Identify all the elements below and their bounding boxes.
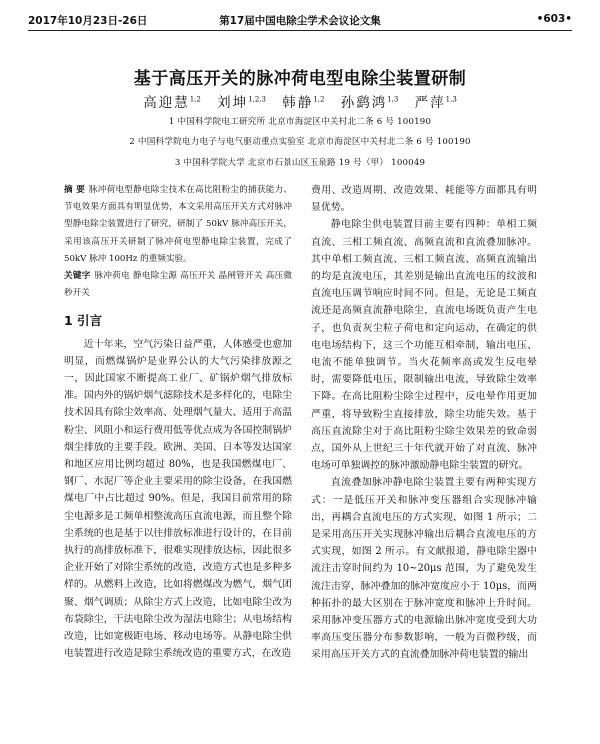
- author-affiliation-marks: 1,2,3: [248, 95, 266, 104]
- section-heading-introduction: 1 引言: [64, 313, 103, 329]
- author: [217, 95, 266, 111]
- author: [282, 95, 324, 111]
- affiliation-2: 2 中国科学院电力电子与电气驱动重点实验室 北京市海淀区中关村北二条 6 号 100190: [129, 137, 471, 147]
- body-paragraph: 直流叠加脉冲静电除尘装置主要有两种实现方式：一是低压开关和脉冲变压器组合实现脉冲输出，再耦合直流电压的方式实现，如图 1 所示；二是采用高压开关实现脉冲输出后耦合直流电压的方式实现，如图 2 所示。有文献报道，静电除尘器中流注击穿时间约为 10~20μs 范围，为了避免发生流注击穿，脉冲叠加的脉冲宽度应小于 10μs，而两种拓扑的最大区别在于脉冲宽度和脉冲上升时间。采用脉冲变压器方式的电源输出脉冲宽度受到大功率高压变压器分布参数影响，一般为百微秒级，而采用高压开关方式的直流叠加脉冲荷电装置的输出: [311, 477, 537, 661]
- header-page-number: •603•: [536, 13, 572, 25]
- abstract-text: 脉冲荷电型静电除尘技术在高比阻粉尘的捕获能力、节电效果方面具有明显优势，本文采用高压开关方式对脉冲型静电除尘装置进行了研究，研制了 50kV 脉冲高压开关，采用该高压开关研制了脉冲荷电型静电除尘装置，完成了 50kV 脉冲 100Hz 的重频实验。: [64, 185, 292, 264]
- affiliation-3: 3 中国科学院大学 北京市石景山区玉泉路 19 号（甲） 100049: [174, 158, 426, 168]
- header-date: 2017年10月23日-26日: [28, 15, 148, 27]
- keywords-text: 脉冲荷电 静电除尘源 高压开关 晶闸管开关 高压微秒开关: [64, 271, 292, 299]
- keywords-label: 关键字: [64, 271, 91, 282]
- author-affiliation-marks: 1,3: [445, 95, 457, 104]
- author-name: 孙鹞鸿: [340, 95, 388, 111]
- abstract: [64, 182, 292, 268]
- author: [143, 95, 201, 111]
- body-paragraph: 静电除尘供电装置目前主要有四种：单相工频直流、三相工频直流、高频直流和直流叠加脉冲。其中单相工频直流、三相工频直流、高频直流输出的均是直流电压，其差别是输出直流电压的纹波和直流电压调节响应时间不同。但是，无论是工频直流还是高频直流静电除尘，直流电场既负责产生电子，也负责灰尘粒子荷电和定向运动，在确定的供电电场结构下，这三个功能互相牵制，输出电压、电流不能单独调节。当火花频率高或发生反电晕时，需要降低电压，限制输出电流，导致除尘效率下降。在高比阻粉尘除尘过程中，反电晕作用更加严重，将导致粉尘直接排放，除尘功能失效。基于高压直流除尘对于高比阻粉尘除尘效果差的致命弱点，国外从上世纪三十年代就开始了对直流、脉冲电场可单独调控的脉冲激励静电除尘装置的研究。: [311, 219, 537, 472]
- author-name: 严萍: [414, 95, 446, 111]
- left-column: [64, 182, 292, 662]
- author-affiliation-marks: 1,2: [189, 95, 201, 104]
- body-paragraph-continued: 费用、改造周期、改造效果、耗能等方面都具有明显优势。: [311, 185, 537, 214]
- author-list: [28, 91, 572, 111]
- author-affiliation-marks: 1,2: [313, 95, 325, 104]
- author-name: 高迎慧: [143, 95, 190, 111]
- header-conference: 第17届中国电除尘学术会议论文集: [219, 15, 381, 27]
- right-column: [311, 182, 537, 664]
- introduction-paragraph: 近十年来，空气污染日益严重，人体感受也愈加明显，而燃煤锅炉是业界公认的大气污染排放源之一，因此国家不断提高工业厂、矿锅炉烟气排放标准。国内外的锅炉烟气滤除技术是多样化的，电除尘技术因具有除尘效率高、处理烟气量大、适用于高温粉尘、风阻小和运行费用低等优点成为各国控制锅炉烟尘排放的主要手段。欧洲、美国、日本等发达国家和地区应用比例均超过 80%，也是我国燃煤电厂、钢厂、水泥厂等企业主要采用的除尘设备，在我国燃煤电厂中占比超过 90%。但是，我国目前常用的除尘电源多是工频单相整流高压直流电源，而且整个除尘系统的也是基于以往排放标准进行设计的，在目前执行的高排放标准下，很难实现排放达标，因此很多企业开始了对除尘系统的改造，改造方式也是多种多样的。从燃料上改造，比如将燃煤改为燃气，烟气团聚、烟气调质；从除尘方式上改造，比如电除尘改为布袋除尘，干法电除尘改为湿法电除尘；从电场结构改造，比如宽极距电场、移动电场等。从静电除尘供电装置进行改造是除尘系统改造的重要方式，在改造: [64, 338, 292, 660]
- running-header: [28, 8, 572, 31]
- paper-title: 基于高压开关的脉冲荷电型电除尘装置研制: [133, 69, 467, 89]
- author-affiliation-marks: 1,3: [387, 95, 399, 104]
- affiliation-1: 1 中国科学院电工研究所 北京市海淀区中关村北二条 6 号 100190: [168, 117, 432, 127]
- author: [415, 95, 457, 111]
- author: [341, 95, 399, 111]
- author-name: 刘坤: [217, 95, 249, 111]
- abstract-label: 摘 要: [64, 185, 85, 195]
- keywords: [64, 268, 292, 302]
- author-name: 韩静: [282, 95, 314, 111]
